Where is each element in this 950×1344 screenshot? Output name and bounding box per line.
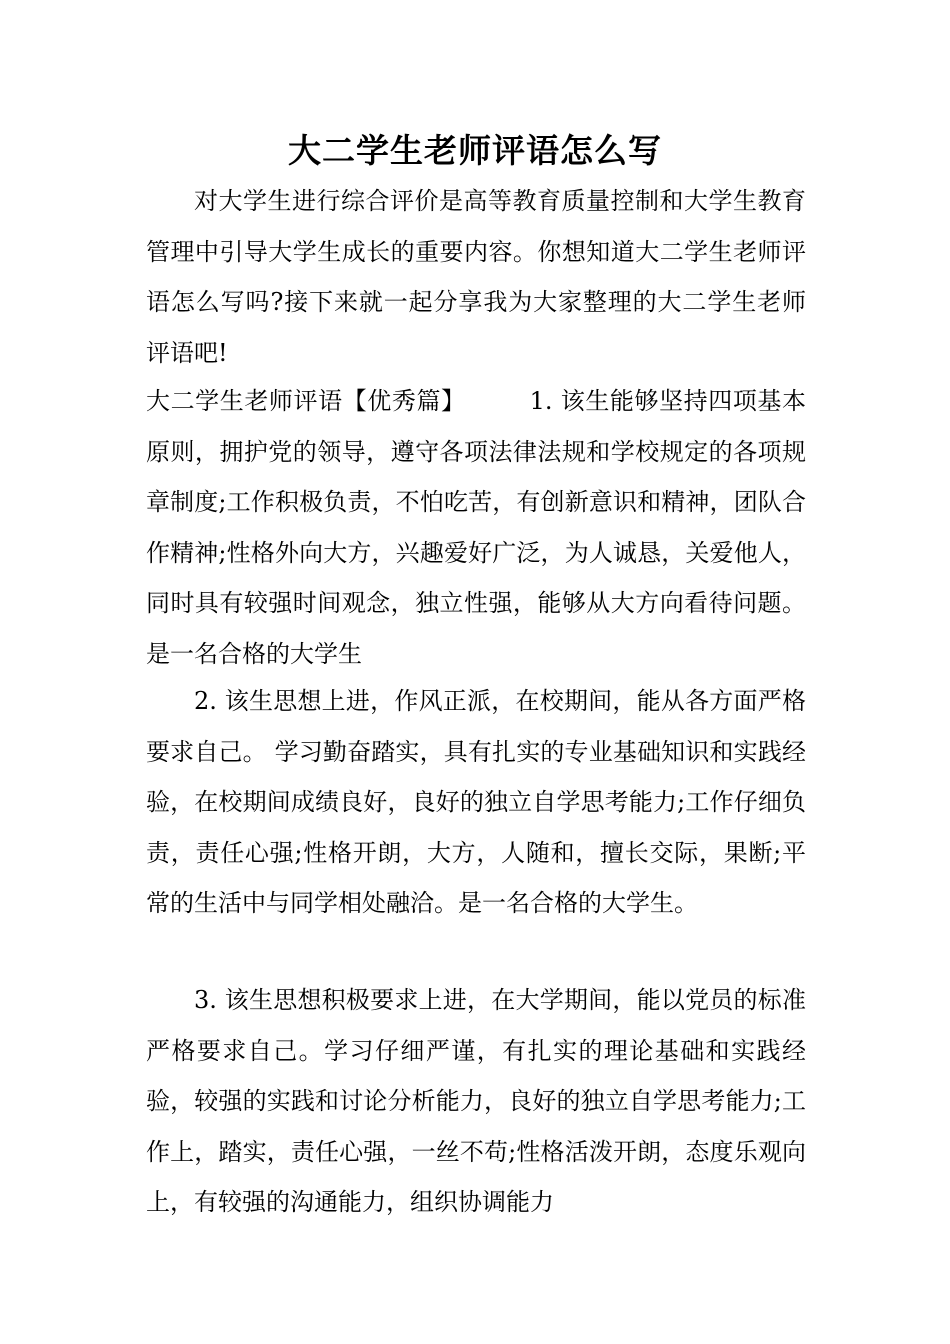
comment-item-2: 2. 该生思想上进，作风正派，在校期间，能从各方面严格要求自己。 学习勤奋踏实，具有扎实的专业基础知识和实践经验，在校期间成绩良好，良好的独立自学思考能力;工作仔细负责，责任心强;性格开朗，大方，人随和，擅长交际，果断;平常的生活中与同学相处融洽。是一名合格的大学生。 xyxy=(146,687,806,918)
comment-item-3: 3. 该生思想积极要求上进，在大学期间，能以党员的标准严格要求自己。学习仔细严谨，有扎实的理论基础和实践经验，较强的实践和讨论分析能力，良好的独立自学思考能力;工作上，踏实，责任心强，一丝不苟;性格活泼开朗，态度乐观向上，有较强的沟通能力，组织协调能力 xyxy=(146,986,806,1217)
section-heading: 大二学生老师评语【优秀篇】 xyxy=(146,387,466,415)
section-paragraph xyxy=(146,376,806,680)
comment-item-1: 1. 该生能够坚持四项基本原则，拥护党的领导，遵守各项法律法规和学校规定的各项规章制度;工作积极负责，不怕吃苦，有创新意识和精神，团队合作精神;性格外向大方，兴趣爱好广泛，为人诚恳，关爱他人，同时具有较强时间观念，独立性强，能够从大方向看待问题。是一名合格的大学生 xyxy=(146,387,807,668)
document-title: 大二学生老师评语怎么写 xyxy=(288,131,662,170)
intro-paragraph: 对大学生进行综合评价是高等教育质量控制和大学生教育管理中引导大学生成长的重要内容。你想知道大二学生老师评语怎么写吗?接下来就一起分享我为大家整理的大二学生老师评语吧! xyxy=(146,187,806,367)
